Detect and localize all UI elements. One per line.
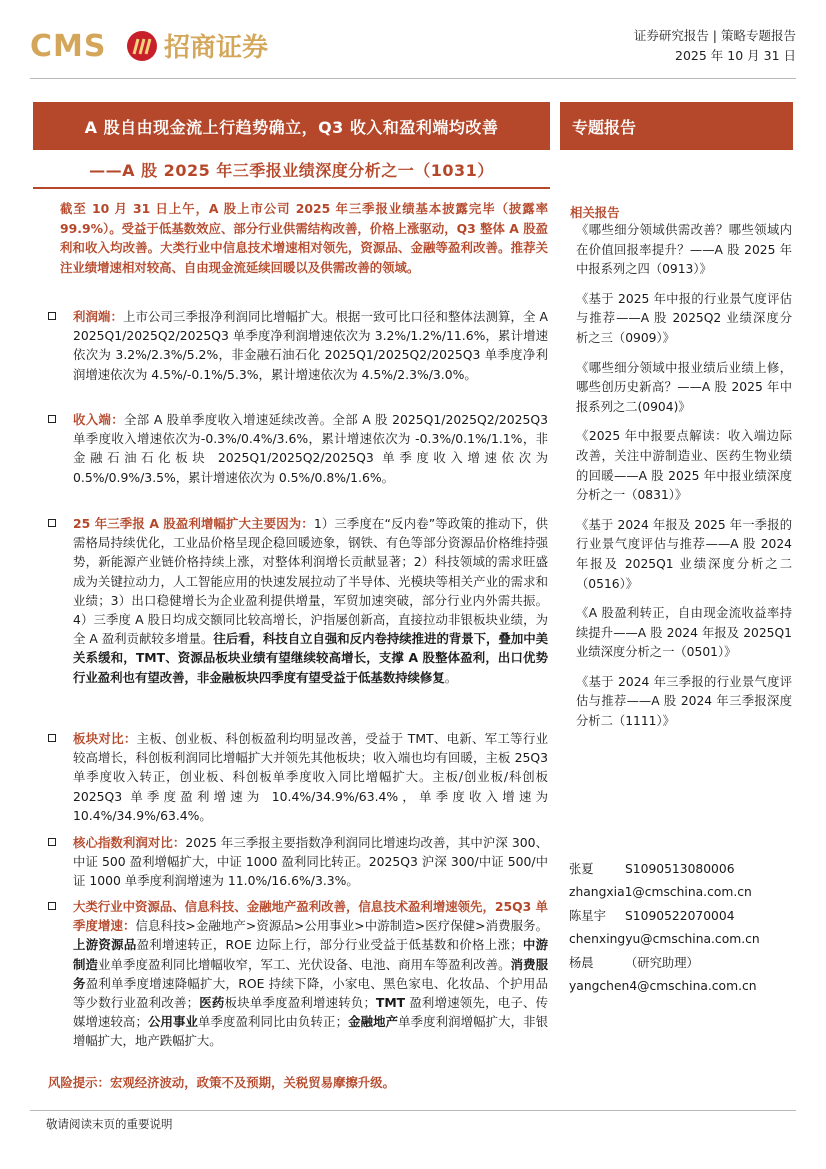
industry-up-text: 盈利增速转正，ROE 边际上行，部分行业受益于低基数和价格上涨； [136, 937, 523, 953]
bullet-industry [48, 897, 548, 1051]
footer-divider [30, 1110, 796, 1111]
bullet-label: 收入端： [73, 412, 125, 427]
related-report-link[interactable]: 《基于 2024 年报及 2025 年一季报的行业景气度评估与推荐——A 股 2024 年报及 2025Q1 业绩深度分析之二（0516）》 [576, 517, 792, 591]
related-report-link[interactable]: 《基于 2025 年中报的行业景气度评估与推荐——A 股 2025Q2 业绩深度分析之三（0909）》 [576, 291, 792, 345]
industry-util-text: 单季度盈利同比由负转正； [198, 1014, 348, 1030]
bullet-bold-text: 往后看，科技自立自强和反内卷持续推进的背景下，叠加中美关系缓和，TMT、资源品板块业绩有望继续较高增长，支撑 A 股整体盈利，出口优势行业盈利也有望改善，非金融板块四季度有望受益于低基数持续修复 [73, 631, 549, 685]
bullet-order: 信息科技>金融地产>资源品>公用事业>中游制造>医疗保健>消费服务。 [135, 918, 549, 934]
bullet-profit [48, 307, 548, 384]
cms-logo [30, 24, 290, 68]
bullet-text: 2025 年三季报主要指数净利润同比增速均改善，其中沪深 300、中证 500 盈利增幅扩大，中证 1000 盈利同比转正。2025Q3 沪深 300/中证 500/中证 1000 单季度利润增速为 11.0%/16.6%/3.3%。 [73, 835, 549, 889]
bullet-square-icon [48, 519, 56, 527]
logo-text: CMS [30, 29, 107, 64]
bullet-revenue [48, 410, 548, 487]
bullet-text: 全部 A 股单季度收入增速延续改善。全部 A 股 2025Q1/2025Q2/2025Q3 单季度收入增速依次为-0.3%/0.4%/3.6%，累计增速依次为 -0.3%/0.1%/1.1%，非金融石油石化板块 2025Q1/2025Q2/2025Q3 单季度收入增速依次为 0.5%/0.9%/3.5%，累计增速依次为 0.5%/0.8%/1.6%。 [73, 412, 548, 485]
related-report-link[interactable]: 《A 股盈利转正，自由现金流收益率持续提升——A 股 2024 年报及 2025Q1 业绩深度分析之一（0501）》 [576, 606, 792, 660]
bullet-label: 大类行业中资源品、信息科技、金融地产盈利改善，信息技术盈利增速领先，25Q3 单季度增速： [73, 899, 548, 934]
analyst-row [569, 858, 793, 881]
analyst-email[interactable]: zhangxia1@cmschina.com.cn [569, 885, 752, 900]
bullet-square-icon [48, 902, 56, 910]
header-divider [30, 78, 796, 79]
subtitle-divider [33, 187, 550, 189]
footer-note: 敬请阅读末页的重要说明 [46, 1117, 173, 1131]
risk-warning: 风险提示：宏观经济波动，政策不及预期，关税贸易摩擦升级。 [48, 1075, 395, 1090]
analyst-id: S1090522070004 [625, 908, 735, 923]
industry-tmt-label: TMT [375, 995, 406, 1011]
bullet-label: 核心指数利润对比： [73, 835, 186, 850]
analyst-name: 杨晨 [569, 955, 594, 970]
header-meta [634, 26, 796, 66]
analyst-id: S1090513080006 [625, 862, 735, 876]
report-date: 2025 年 10 月 31 日 [675, 48, 796, 63]
summary-paragraph: 截至 10 月 31 日上午，A 股上市公司 2025 年三季报业绩基本披露完毕（披露率 99.9%）。受益于低基数效应、部分行业供需结构改善，价格上涨驱动，Q3 整体 A 股盈利和收入均改善。大类行业中信息技术增速相对领先，资源品、金融等盈利改善。推荐关注业绩增速相对较高、自由现金流延续回暖以及供需改善的领域。 [60, 201, 548, 275]
analyst-row [569, 905, 793, 928]
related-report-link[interactable]: 《哪些细分领域供需改善？哪些领域内在价值回报率提升？——A 股 2025 年中报系列之四（0913）》 [576, 223, 792, 277]
related-report-link[interactable]: 《基于 2024 年三季报的行业景气度评估与推荐——A 股 2024 年三季报深度分析二（1111）》 [576, 674, 792, 729]
analyst-contacts [569, 858, 793, 998]
industry-mid-label: 中游制造 [73, 937, 549, 972]
bullet-square-icon [48, 312, 56, 320]
bullet-reason: 25 年三季报 A 股盈利增幅扩大主要因为：1）三季度在“反内卷”等政策的推动下，供需格局持续优化，工业品价格呈现企稳回暖迹象，钢铁、有色等部分资源品价格维持强势，新能源产业链价格持续上涨，对整体利润增长贡献显著；2）科技领域的需求旺盛成为关键拉动力，人工智能应用的快速发展拉动了半导体、光模块等相关产业的需求和业绩；3）出口稳健增长为企业盈利提供增量，军贸加速突破，部分行业内外需共振。4）三季度 A 股日均成交额同比较高增长，沪指屡创新高，直接拉动非银板块业绩，为全 A 盈利贡献较多增量。往后看，科技自立自强和反内卷持续推进的背景下，叠加中美关系缓和，TMT、资源品板块业绩有望继续较高增长，支撑 A 股整体盈利，出口优势行业盈利也有望改善，非金融板块四季度有望受益于低基数持续修复。 [48, 514, 548, 687]
bullet-label: 利润端： [73, 309, 123, 324]
report-subtitle: ——A 股 2025 年三季报业绩深度分析之一（1031） [89, 161, 494, 180]
analyst-row [569, 952, 793, 975]
analyst-id: （研究助理） [625, 955, 699, 970]
bullet-square-icon [48, 734, 56, 742]
industry-med-text: 板块单季度盈利增速转负； [224, 995, 376, 1011]
bullet-square-icon [48, 838, 56, 846]
related-report-link[interactable]: 《2025 年中报要点解读：收入端边际改善，关注中游制造业、医药生物业绩的回暖——A 股 2025 年中报业绩深度分析之一（0831）》 [576, 429, 792, 503]
bullet-label: 板块对比： [73, 731, 137, 746]
related-reports-title: 相关报告 [570, 205, 620, 220]
report-title: A 股自由现金流上行趋势确立，Q3 收入和盈利端均改善 [33, 102, 550, 150]
bullet-square-icon [48, 415, 56, 423]
analyst-name: 陈星宇 [569, 908, 606, 923]
bullet-text: 上市公司三季报净利润同比增幅扩大。根据一致可比口径和整体法测算，全 A 2025Q1/2025Q2/2025Q3 单季度净利润增速依次为 3.2%/1.2%/11.6%，累计增速依次为 3.2%/2.3%/5.2%，非金融石油石化 2025Q1/2025Q2/2025Q3 单季度净利润增速依次为 4.5%/-0.1%/5.3%，累计增速依次为 4.5%/2.3%/3.0%。 [73, 309, 548, 382]
bullet-index [48, 833, 548, 891]
analyst-name: 张夏 [569, 862, 594, 876]
bullet-label: 25 年三季报 A 股盈利增幅扩大主要因为： [73, 516, 314, 531]
related-report-link[interactable]: 《哪些细分领域中报业绩后业绩上修，哪些创历史新高？——A 股 2025 年中报系列之二(0904)》 [576, 360, 792, 414]
industry-util-label: 公用事业 [147, 1014, 199, 1030]
industry-fin-label: 金融地产 [347, 1014, 399, 1030]
bullet-text: 主板、创业板、科创板盈利均明显改善，受益于 TMT、电新、军工等行业较高增长，科创板利润同比增幅扩大并领先其他板块；收入端也均有回暖，主板 25Q3 单季度收入转正，创业板、科创板单季度收入同比增幅扩大。主板/创业板/科创板 2025Q3 单季度盈利增速为 10.4%/34.9%/63.4%，单季度收入增速为 10.4%/34.9%/63.4%。 [73, 731, 548, 823]
report-type: 证券研究报告 | 策略专题报告 [633, 28, 796, 43]
related-reports-list [576, 221, 792, 742]
industry-tmt-text: 盈利增速领先，电子、传媒增速较高； [73, 995, 548, 1030]
analyst-email[interactable]: yangchen4@cmschina.com.cn [569, 979, 757, 994]
industry-cons-label: 消费服务 [73, 956, 549, 991]
industry-fin-text: 单季度利润增幅扩大，非银增幅扩大，地产跌幅扩大。 [73, 1014, 549, 1049]
report-tag: 专题报告 [560, 102, 793, 150]
bullet-board [48, 729, 548, 825]
industry-mid-text: 业单季度盈利同比增幅收窄，军工、光伏设备、电池、商用车等盈利改善。 [98, 956, 511, 972]
industry-up-label: 上游资源品 [73, 937, 137, 953]
bullet-text: 1）三季度在“反内卷”等政策的推动下，供需格局持续优化，工业品价格呈现企稳回暖迹象，钢铁、有色等部分资源品价格维持强势，新能源产业链价格持续上涨，对整体利润增长贡献显著；2）科技领域的需求旺盛成为关键拉动力，人工智能应用的快速发展拉动了半导体、光模块等相关产业的需求和业绩；3）出口稳健增长为企业盈利提供增量，军贸加速突破，部分行业内外需共振。4）三季度 A 股日均成交额同比较高增长，沪指屡创新高，直接拉动非银板块业绩，为全 A 盈利贡献较多增量。 [73, 516, 548, 647]
logo-cn-text: 招商证券 [164, 33, 269, 63]
industry-med-label: 医药 [199, 995, 225, 1011]
analyst-email[interactable]: chenxingyu@cmschina.com.cn [569, 932, 760, 947]
industry-cons-text: 盈利单季度增速降幅扩大，ROE 持续下降，小家电、黑色家电、化妆品、个护用品等少数行业盈利改善； [73, 975, 548, 1011]
